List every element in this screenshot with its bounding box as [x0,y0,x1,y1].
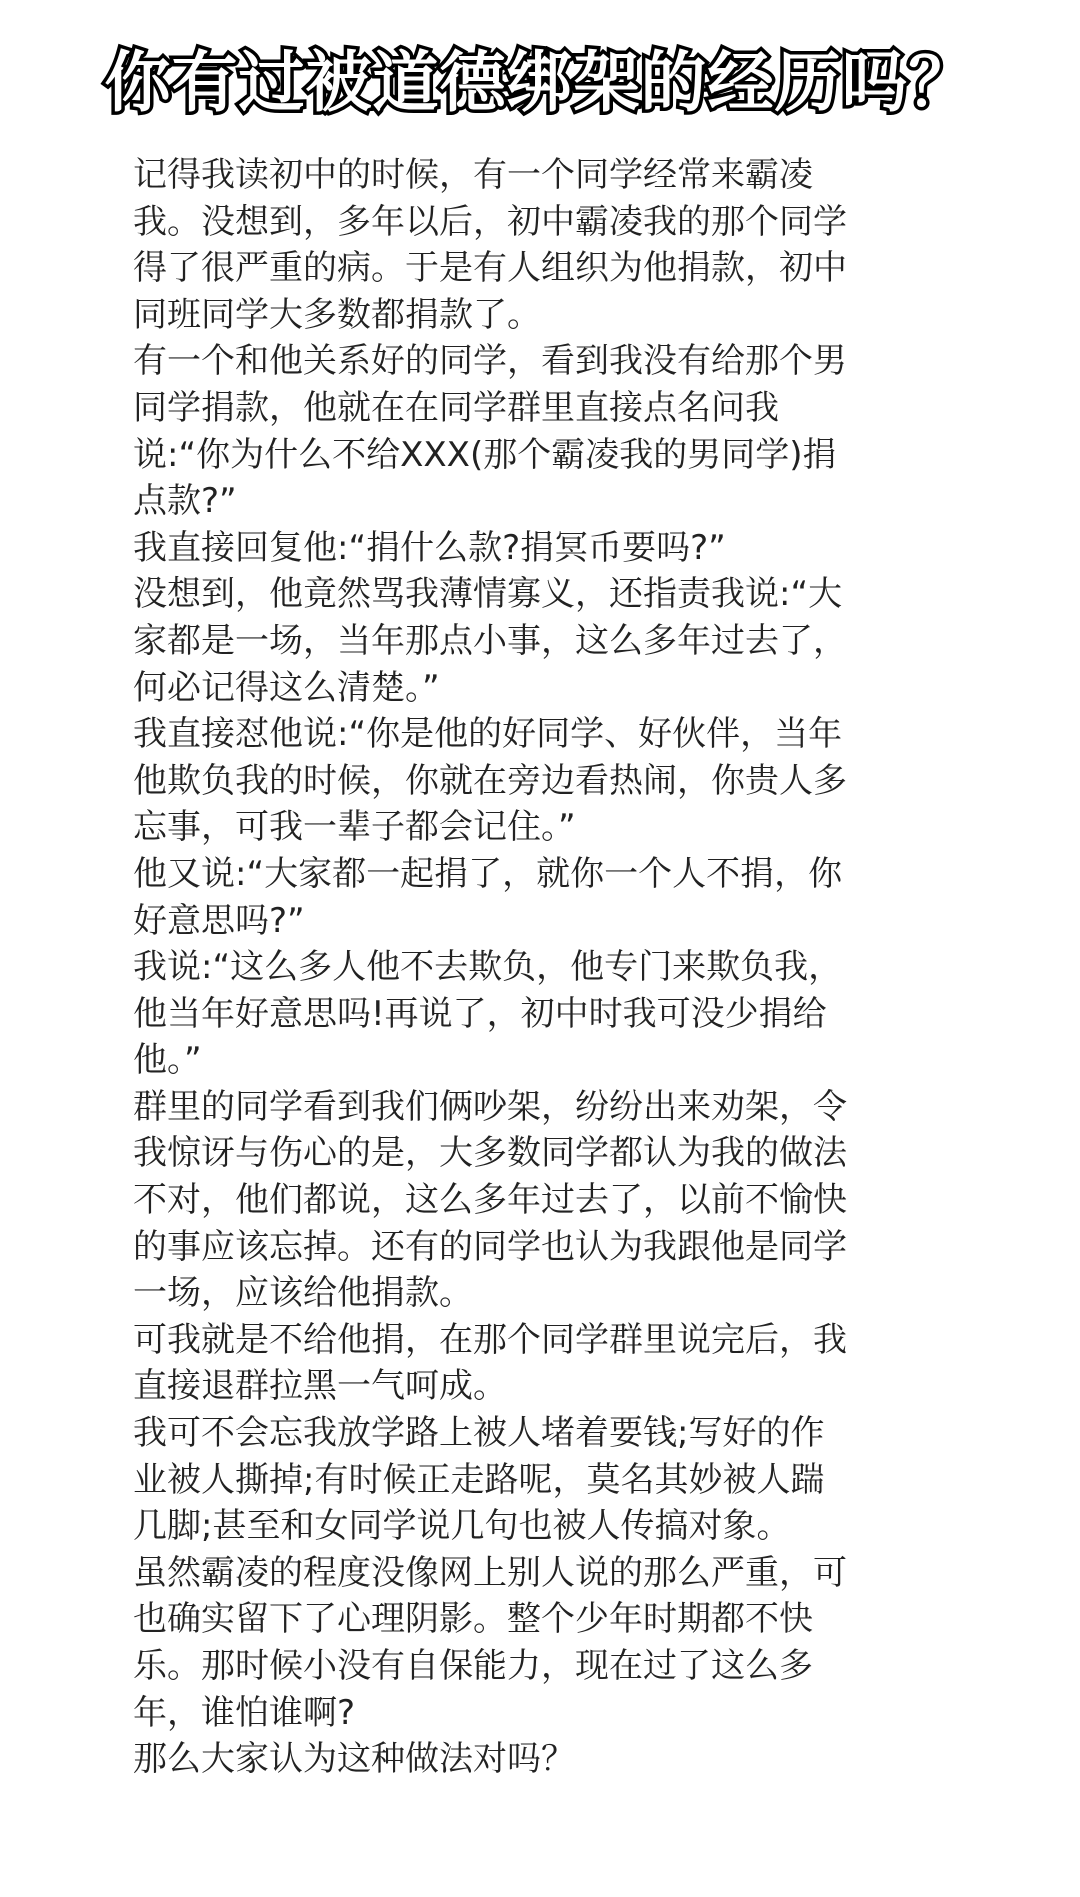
article-title: 你有过被道德绑架的经历吗？ [104,44,976,121]
paragraph-7: 我说:“这么多人他不去欺负，他专门来欺负我，他当年好意思吗!再说了，初中时我可没少捐给他。” [133,947,843,1081]
paragraph-4: 没想到，他竟然骂我薄情寡义，还指责我说:“大家都是一场，当年那点小事，这么多年过去了，何必记得这么清楚。” [133,574,847,708]
paragraph-8: 群里的同学看到我们俩吵架，纷纷出来劝架，令我惊讶与伤心的是，大多数同学都认为我的做法不对，他们都说，这么多年过去了，以前不愉快的事应该忘掉。还有的同学也认为我跟他是同学一场，应该给他捐款。 [133,1086,847,1314]
paragraph-1: 记得我读初中的时候，有一个同学经常来霸凌我。没想到，多年以后，初中霸凌我的那个同学得了很严重的病。于是有人组织为他捐款，初中同班同学大多数都捐款了。 [133,155,847,335]
paragraph-11: 虽然霸凌的程度没像网上别人说的那么严重，可也确实留下了心理阴影。整个少年时期都不快乐。那时候小没有自保能力，现在过了这么多年，谁怕谁啊? [133,1552,847,1733]
paragraph-6: 他又说:“大家都一起捐了，就你一个人不捐，你好意思吗?” [133,853,843,941]
paragraph-5: 我直接怼他说:“你是他的好同学、好伙伴，当年他欺负我的时候，你就在旁边看热闹，你贵人多忘事，可我一辈子都会记住。” [133,714,847,848]
closing-question: 那么大家认为这种做法对吗？ [133,1739,575,1780]
article-body [133,152,853,1783]
paragraph-3: 我直接回复他:“捐什么款?捐冥币要吗?” [133,527,726,568]
paragraph-9: 可我就是不给他捐，在那个同学群里说完后，我直接退群拉黑一气呵成。 [133,1319,847,1407]
paragraph-10: 我可不会忘我放学路上被人堵着要钱;写好的作业被人撕掉;有时候正走路呢，莫名其妙被人踹几脚;甚至和女同学说几句也被人传搞对象。 [133,1413,825,1547]
paragraph-2: 有一个和他关系好的同学，看到我没有给那个男同学捐款，他就在在同学群里直接点名问我说:“你为什么不给XXX(那个霸凌我的男同学)捐点款?” [133,341,847,522]
